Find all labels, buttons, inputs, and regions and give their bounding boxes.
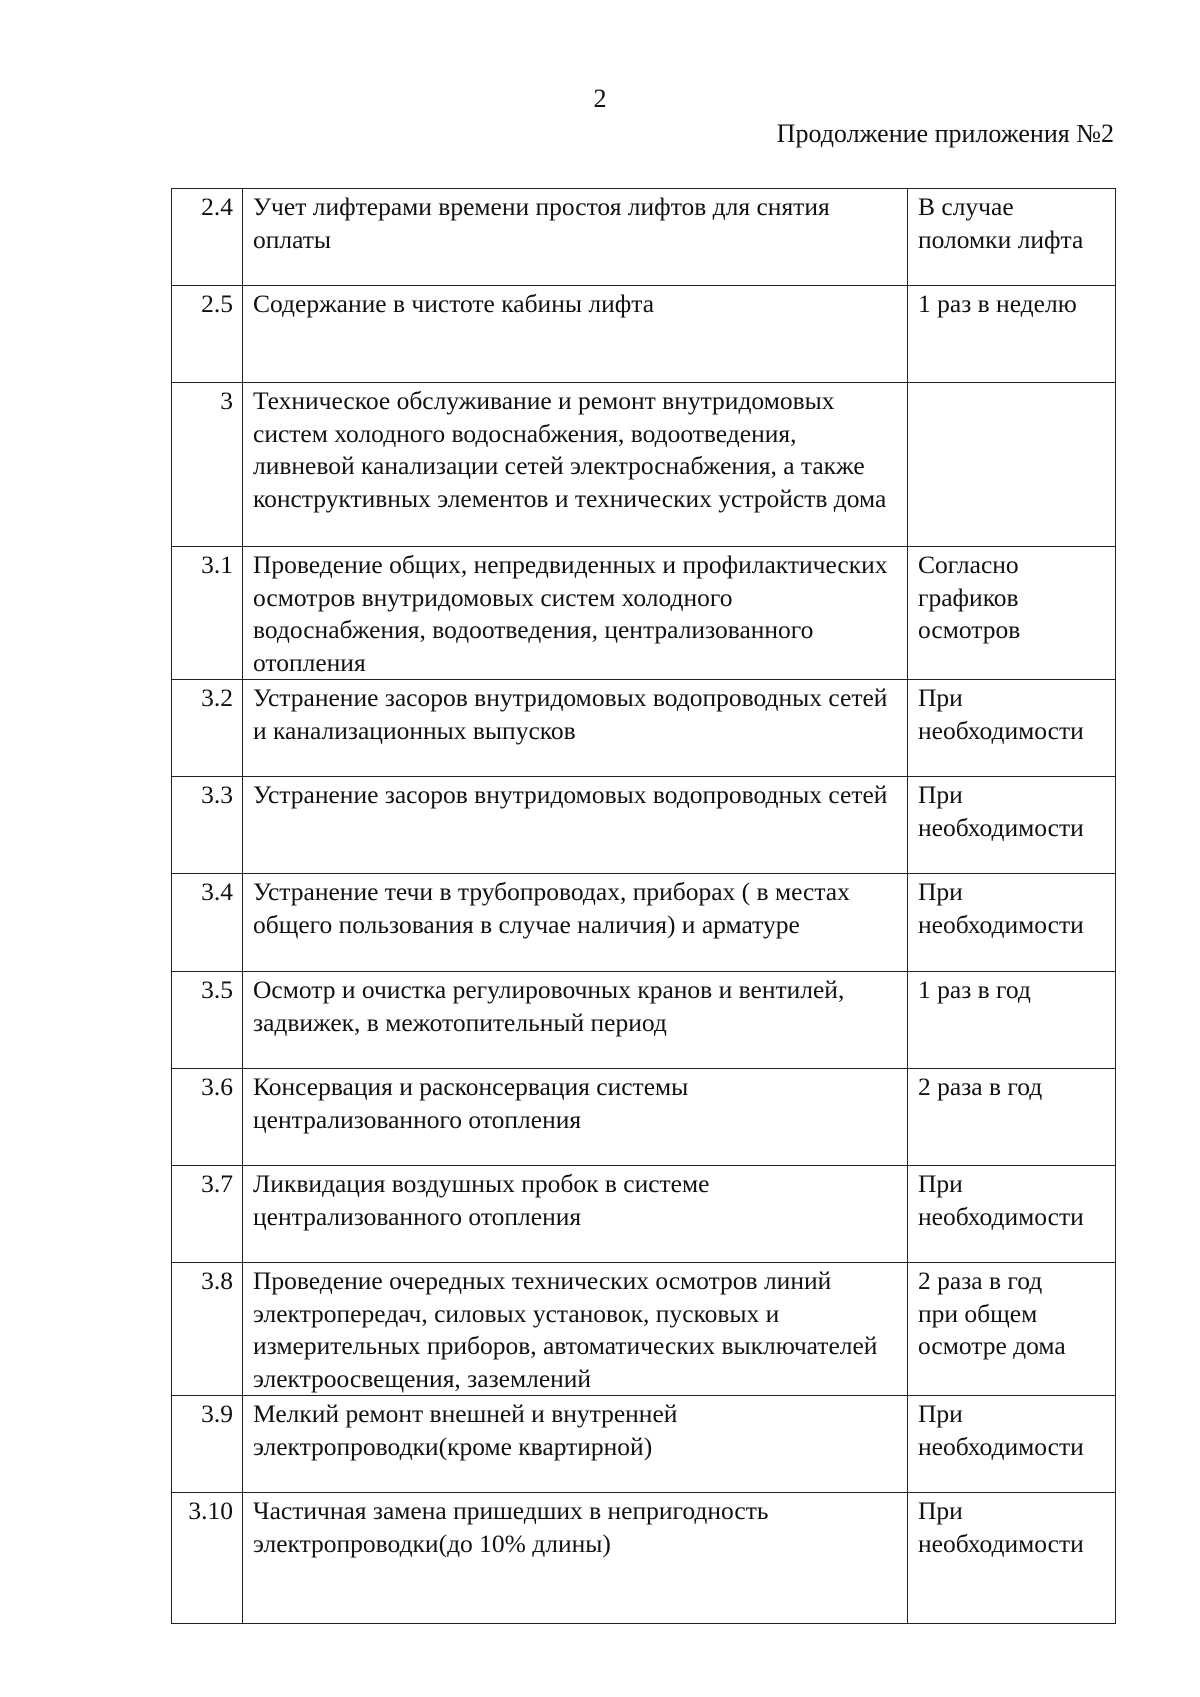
row-frequency: В случае поломки лифта <box>908 189 1116 286</box>
row-number: 3.1 <box>172 547 243 680</box>
row-frequency: При необходимости <box>908 1166 1116 1263</box>
continuation-heading: Продолжение приложения №2 <box>776 119 1114 148</box>
row-description: Проведение очередных технических осмотров линий электропередач, силовых установок, пусковых и измерительных приборов, автоматических выключателей электроосвещения, заземлений <box>243 1263 908 1396</box>
row-description: Мелкий ремонт внешней и внутренней электропроводки(кроме квартирной) <box>243 1396 908 1493</box>
table-row <box>172 189 1116 286</box>
row-description: Устранение течи в трубопроводах, приборах ( в местах общего пользования в случае наличия) и арматуре <box>243 874 908 972</box>
row-description: Содержание в чистоте кабины лифта <box>243 286 908 383</box>
row-number: 3.3 <box>172 777 243 874</box>
row-number: 3.5 <box>172 972 243 1069</box>
table-row <box>172 680 1116 777</box>
row-frequency: При необходимости <box>908 1396 1116 1493</box>
table-row <box>172 286 1116 383</box>
row-number: 3.2 <box>172 680 243 777</box>
row-description: Устранение засоров внутридомовых водопроводных сетей и канализационных выпусков <box>243 680 908 777</box>
works-schedule-table <box>171 188 1116 1624</box>
row-frequency: 2 раза в год <box>908 1069 1116 1166</box>
row-number: 3.7 <box>172 1166 243 1263</box>
row-description: Устранение засоров внутридомовых водопроводных сетей <box>243 777 908 874</box>
row-number: 3.9 <box>172 1396 243 1493</box>
row-description: Консервация и расконсервация системы централизованного отопления <box>243 1069 908 1166</box>
table-row <box>172 1396 1116 1493</box>
row-description: Частичная замена пришедших в непригодность электропроводки(до 10% длины) <box>243 1493 908 1624</box>
table-row <box>172 1069 1116 1166</box>
row-frequency: 1 раз в год <box>908 972 1116 1069</box>
row-description: Техническое обслуживание и ремонт внутридомовых систем холодного водоснабжения, водоотведения, ливневой канализации сетей электроснабжения, а также конструктивных элементов и технических устройств дома <box>243 383 908 547</box>
table-row <box>172 1263 1116 1396</box>
row-frequency: 2 раза в год при общем осмотре дома <box>908 1263 1116 1396</box>
row-number: 2.5 <box>172 286 243 383</box>
row-frequency: При необходимости <box>908 874 1116 972</box>
table-row <box>172 1493 1116 1624</box>
table-row <box>172 383 1116 547</box>
row-description: Учет лифтерами времени простоя лифтов для снятия оплаты <box>243 189 908 286</box>
row-frequency: 1 раз в неделю <box>908 286 1116 383</box>
row-frequency: При необходимости <box>908 680 1116 777</box>
row-description: Проведение общих, непредвиденных и профилактических осмотров внутридомовых систем холодного водоснабжения, водоотведения, централизованного отопления <box>243 547 908 680</box>
table-row <box>172 547 1116 680</box>
row-description: Ликвидация воздушных пробок в системе централизованного отопления <box>243 1166 908 1263</box>
row-number: 3.6 <box>172 1069 243 1166</box>
row-number: 3.10 <box>172 1493 243 1624</box>
row-frequency: При необходимости <box>908 777 1116 874</box>
row-number: 3.4 <box>172 874 243 972</box>
row-frequency: Согласно графиков осмотров <box>908 547 1116 680</box>
table-row <box>172 777 1116 874</box>
row-frequency: При необходимости <box>908 1493 1116 1624</box>
table-row <box>172 972 1116 1069</box>
table-row <box>172 874 1116 972</box>
row-number: 3 <box>172 383 243 547</box>
row-number: 3.8 <box>172 1263 243 1396</box>
page-number: 2 <box>593 84 607 113</box>
row-frequency <box>908 383 1116 547</box>
row-description: Осмотр и очистка регулировочных кранов и вентилей, задвижек, в межотопительный период <box>243 972 908 1069</box>
row-number: 2.4 <box>172 189 243 286</box>
table-row <box>172 1166 1116 1263</box>
